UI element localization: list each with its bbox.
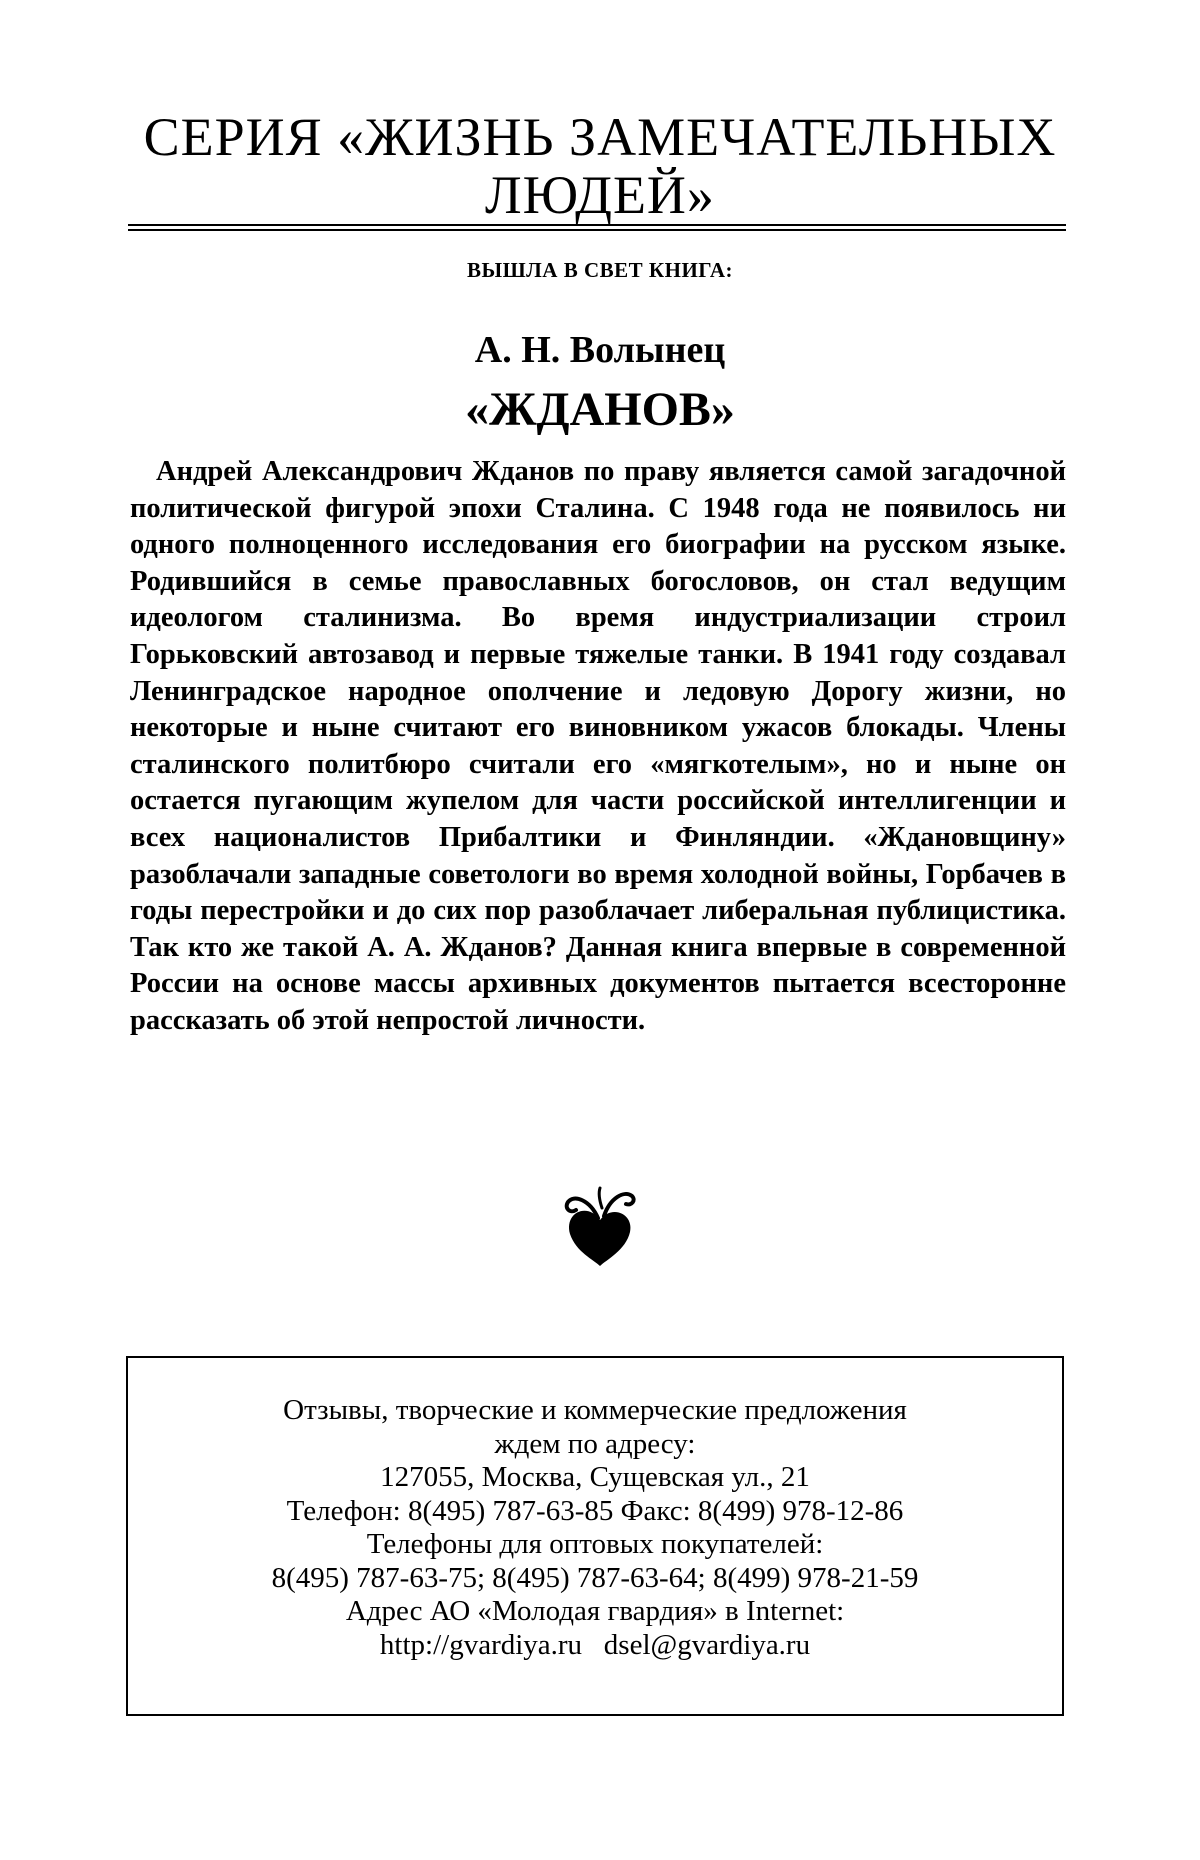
announcement-label: ВЫШЛА В СВЕТ КНИГА: — [0, 258, 1200, 283]
series-title — [120, 108, 1080, 224]
series-title-line-2: ЛЮДЕЙ» — [120, 166, 1080, 224]
page — [0, 0, 1200, 1860]
contact-line-address: 127055, Москва, Сущевская ул., 21 — [128, 1461, 1062, 1495]
contact-line-wholesale-phones: 8(495) 787-63-75; 8(495) 787-63-64; 8(499) 978-21-59 — [128, 1562, 1062, 1596]
contact-box — [126, 1356, 1064, 1716]
contact-line-address-intro: ждем по адресу: — [128, 1428, 1062, 1462]
contact-line-wholesale-label: Телефоны для оптовых покупателей: — [128, 1528, 1062, 1562]
contact-lines — [128, 1394, 1062, 1662]
book-author: А. Н. Волынец — [0, 328, 1200, 372]
contact-line-web-email: http://gvardiya.ru dsel@gvardiya.ru — [128, 1629, 1062, 1663]
series-title-line-1: СЕРИЯ «ЖИЗНЬ ЗАМЕЧАТЕЛЬНЫХ — [120, 108, 1080, 166]
contact-line-feedback: Отзывы, творческие и коммерческие предложения — [128, 1394, 1062, 1428]
book-description: Андрей Александрович Жданов по праву является самой загадочной политической фигурой эпохи Сталина. С 1948 года не появилось ни одного полноценного исследования его биографии на русском языке. Родившийся в семье православных богословов, он стал ведущим идеологом сталинизма. Во время индустриализации строил Горьковский автозавод и первые тяжелые танки. В 1941 году создавал Ленинградское народное ополчение и ледовую Дорогу жизни, но некоторые и ныне считают его виновником ужасов блокады. Члены сталинского политбюро считали его «мягкотелым», но и ныне он остается пугающим жупелом для части российской интеллигенции и всех националистов Прибалтики и Финляндии. «Ждановщину» разоблачали западные советологи во время холодной войны, Горбачев в годы перестройки и до сих пор разоблачает либеральная публицистика. Так кто же такой А. А. Жданов? Данная книга впервые в современной России на основе массы архивных документов пытается всесторонне рассказать об этой непростой личности. — [130, 454, 1066, 1040]
header-divider — [128, 224, 1066, 231]
contact-line-internet-label: Адрес АО «Молодая гвардия» в Internet: — [128, 1595, 1062, 1629]
heart-flourish-icon — [560, 1178, 640, 1268]
book-title: «ЖДАНОВ» — [0, 382, 1200, 437]
contact-line-phone-fax: Телефон: 8(495) 787-63-85 Факс: 8(499) 978-12-86 — [128, 1495, 1062, 1529]
